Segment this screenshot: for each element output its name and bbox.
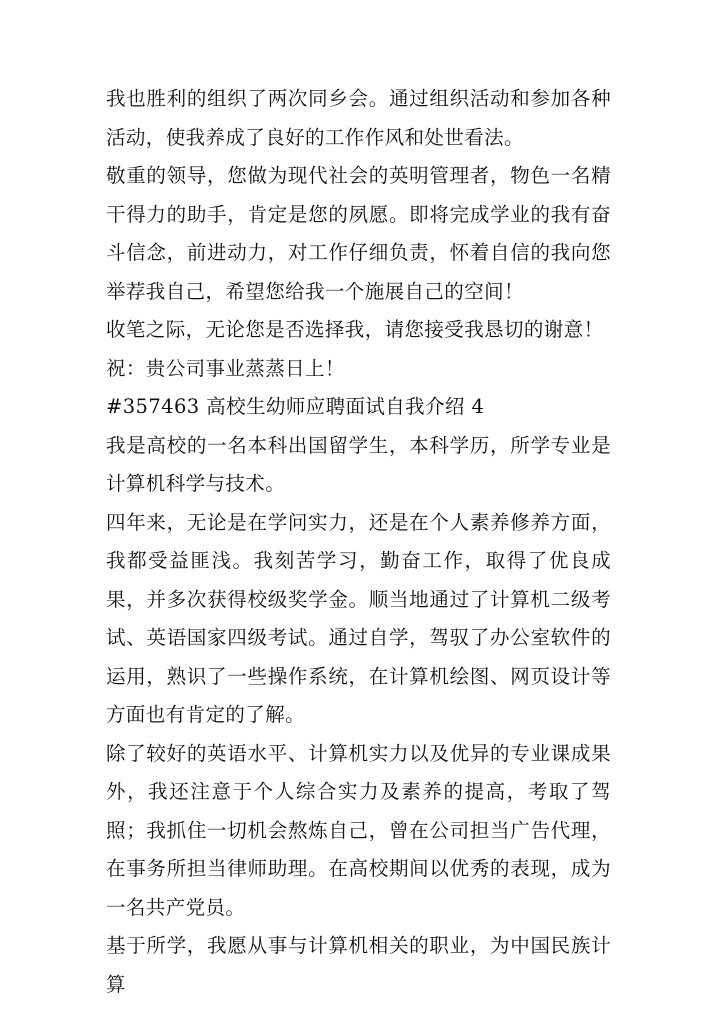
paragraph-closing-thanks: 收笔之际，无论您是否选择我，请您接受我恳切的谢意！ [106,318,604,341]
paragraph-career-goal: 基于所学，我愿从事与计算机相关的职业，为中国民族计算 [106,934,611,996]
document-body [106,80,611,1004]
paragraph-self-introduction: 我是高校的一名本科出国留学生，本科学历，所学专业是计算机科学与技术。 [106,433,611,495]
paragraph-alumni-association: 我也胜利的组织了两次同乡会。通过组织活动和参加各种活动，使我养成了良好的工作作风和处世看法。 [106,87,611,149]
paragraph-best-wishes: 祝：贵公司事业蒸蒸日上！ [106,356,345,380]
paragraph-other-abilities: 除了较好的英语水平、计算机实力以及优异的专业课成果外，我还注意于个人综合实力及素养的提高，考取了驾照；我抓住一切机会熬炼自己，曾在公司担当广告代理，在事务所担当律师助理。在高校期间以优秀的表现，成为一名共产党员。 [106,741,611,919]
paragraph-address-to-leader: 敬重的领导，您做为现代社会的英明管理者，物色一名精干得力的助手，肯定是您的夙愿。即将完成学业的我有奋斗信念，前进动力，对工作仔细负责，怀着自信的我向您举荐我自己，希望您给我一个施展自己的空间！ [106,164,611,303]
section-heading: #357463 高校生幼师应聘面试自我介绍 4 [106,395,485,418]
paragraph-four-years: 四年来，无论是在学问实力，还是在个人素养修养方面，我都受益匪浅。我刻苦学习，勤奋工作，取得了优良成果，并多次获得校级奖学金。顺当地通过了计算机二级考试、英语国家四级考试。通过自学，驾驭了办公室软件的运用，熟识了一些操作系统，在计算机绘图、网页设计等方面也有肯定的了解。 [106,510,611,726]
